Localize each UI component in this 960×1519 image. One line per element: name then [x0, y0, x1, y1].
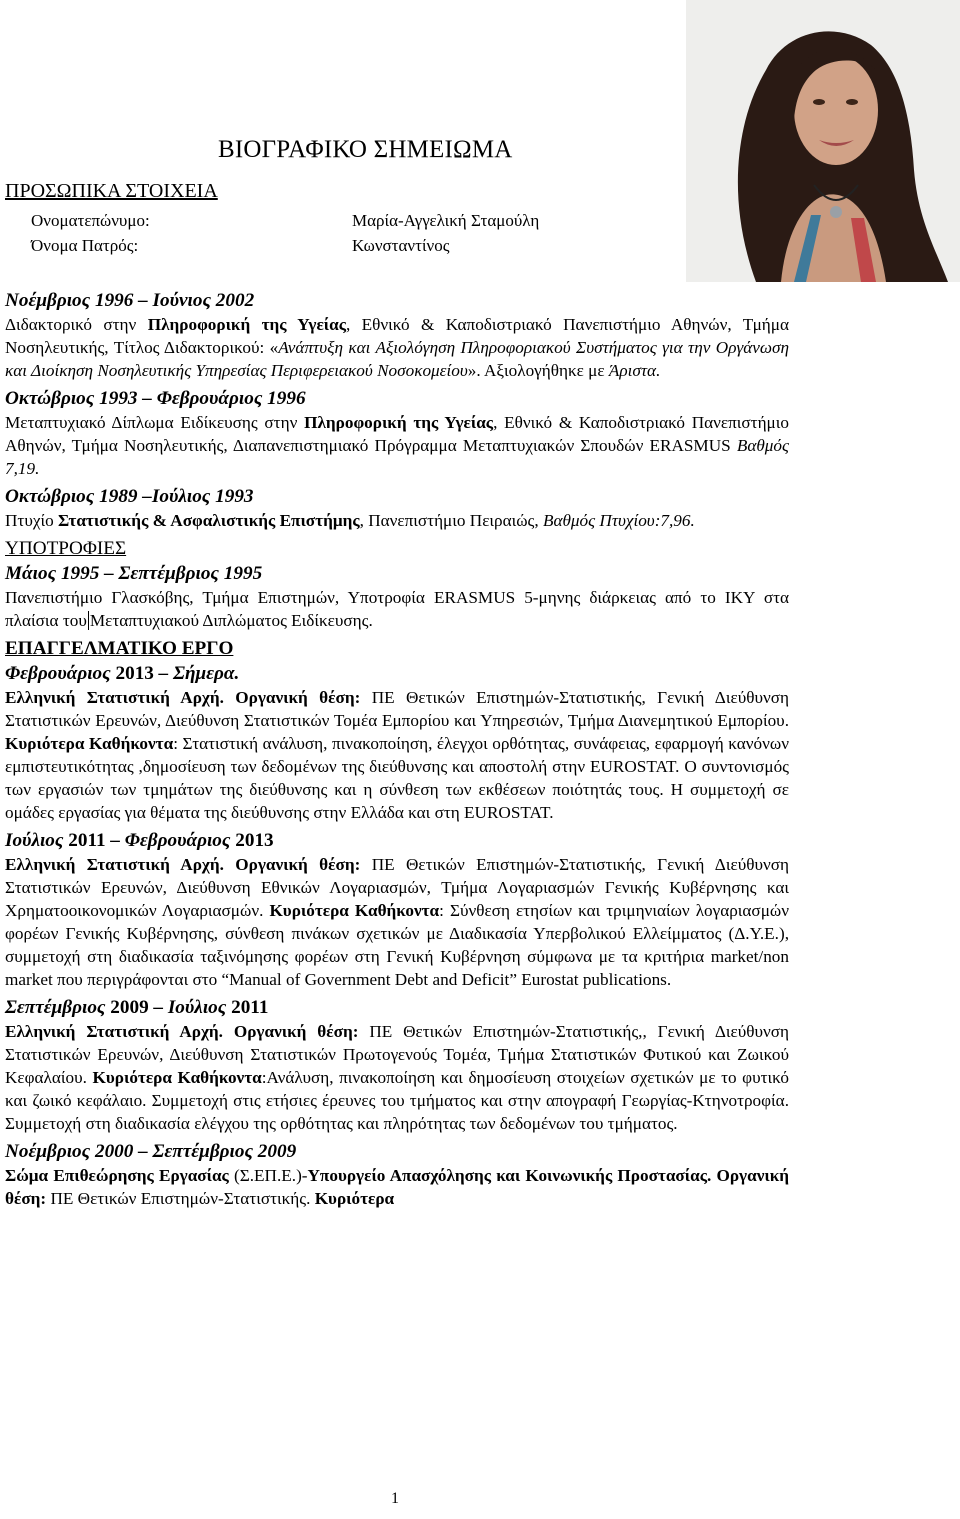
education-2-text: Μεταπτυχιακό Δίπλωμα Ειδίκευσης στην Πληροφορική της Υγείας, Εθνικό & Καποδιστριακό Πανεπιστήμιο Αθηνών, Τμήμα Νοσηλευτικής, Διαπανεπιστημιακό Πρόγραμμα Μεταπτυχιακών Σπουδών ERASMUS Βαθμός 7,19.: [5, 413, 789, 478]
document-title: ΒΙΟΓΡΑΦΙΚΟ ΣΗΜΕΙΩΜΑ: [218, 136, 513, 163]
scholarship-period: Μάιος 1995 – Σεπτέμβριος 1995: [5, 563, 263, 584]
education-1-text: Διδακτορικό στην Πληροφορική της Υγείας, Εθνικό & Καποδιστριακό Πανεπιστήμιο Αθηνών, Τμήμα Νοσηλευτικής, Τίτλος Διδακτορικού: «Ανάπτυξη και Αξιολόγηση Πληροφοριακού Συστήματος για την Οργάνωση και Διοίκηση Νοσηλευτικής Υπηρεσίας Περιφερειακού Νοσοκομείου». Αξιολογήθηκε με Άριστα.: [5, 315, 790, 380]
name-value: Μαρία-Αγγελική Σταμούλη: [352, 211, 540, 230]
work-2-period: Ιούλιος 2011 – Φεβρουάριος 2013: [5, 830, 274, 851]
education-2-period: Οκτώβριος 1993 – Φεβρουάριος 1996: [5, 388, 306, 409]
work-3-text: Ελληνική Στατιστική Αρχή. Οργανική θέση: ΠΕ Θετικών Επιστημών-Στατιστικής,, Γενική Διεύθυνση Στατιστικών Ερευνών, Διεύθυνση Στατιστικών Πρωτογενούς Τομέα, Τμήμα Στατιστικών Φυτικού και Ζωικού Κεφαλαίου. Κυριότερα Καθήκοντα:Ανάλυση, πινακοποίηση και δημοσίευση στοιχείων σχετικών με το φυτικό και ζωικό κεφάλαιο. Συμμετοχή στις ετήσιες έρευνες του τμήματος και στην απογραφή Γεωργίας-Κτηνοτροφία. Συμμετοχή στη διαδικασία ελέγχου της ορθότητας και πληρότητας των δεδομένων του τμήματος.: [5, 1022, 790, 1133]
page-number: 1: [391, 1490, 399, 1507]
personal-info-heading: ΠΡΟΣΩΠΙΚΑ ΣΤΟΙΧΕΙΑ: [5, 180, 218, 202]
education-1-period: Νοέμβριος 1996 – Ιούνιος 2002: [5, 290, 255, 311]
work-3-period: Σεπτέμβριος 2009 – Ιούλιος 2011: [5, 997, 269, 1018]
father-name-label: Όνομα Πατρός:: [31, 236, 139, 255]
work-1-period: Φεβρουάριος 2013 – Σήμερα.: [5, 663, 240, 684]
father-name-value: Κωνσταντίνος: [352, 236, 450, 255]
portrait-photo: [686, 0, 960, 282]
education-3-text: Πτυχίο Στατιστικής & Ασφαλιστικής Επιστήμης, Πανεπιστήμιο Πειραιώς, Βαθμός Πτυχίου:7,96.: [5, 511, 695, 530]
work-1-text: Ελληνική Στατιστική Αρχή. Οργανική θέση: ΠΕ Θετικών Επιστημών-Στατιστικής, Γενική Διεύθυνση Στατιστικών Ερευνών, Διεύθυνση Στατιστικών Τομέα Εμπορίου και Υπηρεσιών, Τμήμα Διανεμητικού Εμπορίου. Κυριότερα Καθήκοντα: Στατιστική ανάλυση, πινακοποίηση, έλεγχοι ορθότητας, συνάφειας, εφαρμογή κανόνων εμπιστευτικότητας ,δημοσίευση των δεδομένων της διεύθυνσης και αποστολή στην EUROSTAT. Ο συντονισμός των εργασιών των τμημάτων της διεύθυνσης και η σύνθεση των εκθέσεων ποιότητάς τους. Η συμμετοχή σε ομάδες εργασίας για θέματα της διεύθυνσης στην Ελλάδα και στη EUROSTAT.: [5, 688, 789, 822]
work-heading: ΕΠΑΓΓΕΛΜΑΤΙΚΟ ΕΡΓΟ: [5, 638, 234, 659]
work-4-text: Σώμα Επιθεώρησης Εργασίας (Σ.ΕΠ.Ε.)-Υπουργείο Απασχόλησης και Κοινωνικής Προστασίας. Οργανική θέση: ΠΕ Θετικών Επιστημών-Στατιστικής. Κυριότερα: [5, 1166, 789, 1208]
scholarship-text: Πανεπιστήμιο Γλασκόβης, Τμήμα Επιστημών, Υποτροφία ERASMUS 5-μηνης διάρκειας από το ΙΚΥ στα πλαίσια του Μεταπτυχιακού Διπλώματος Ειδίκευσης.: [5, 588, 789, 630]
work-4-period: Νοέμβριος 2000 – Σεπτέμβριος 2009: [5, 1141, 297, 1162]
scholarships-heading: ΥΠΟΤΡΟΦΙΕΣ: [5, 538, 127, 559]
education-3-period: Οκτώβριος 1989 –Ιούλιος 1993: [5, 486, 254, 507]
work-2-text: Ελληνική Στατιστική Αρχή. Οργανική θέση: ΠΕ Θετικών Επιστημών-Στατιστικής, Γενική Διεύθυνση Στατιστικών Ερευνών, Διεύθυνση Εθνικών Λογαριασμών, Τμήμα Λογαριασμών Γενικής Κυβέρνησης και Χρηματοοικονομικών Λογαριασμών. Κυριότερα Καθήκοντα: Σύνθεση ετησίων και τριμηνιαίων λογαριασμών φορέων Γενικής Κυβέρνησης, σύνθεση πινάκων σχετικών με Διαδικασία Υπερβολικού Ελλείμματος (Δ.Υ.Ε.), συμμετοχή στη διαδικασία ταξινόμησης φορέων στη Γενική Κυβέρνηση σύμφωνα με τα κριτήρια market/non market που περιγράφονται στο “Manual of Government Debt and Deficit” Eurostat publications.: [5, 855, 789, 989]
cv-body: [5, 288, 789, 1210]
name-label: Ονοματεπώνυμο:: [31, 211, 150, 230]
